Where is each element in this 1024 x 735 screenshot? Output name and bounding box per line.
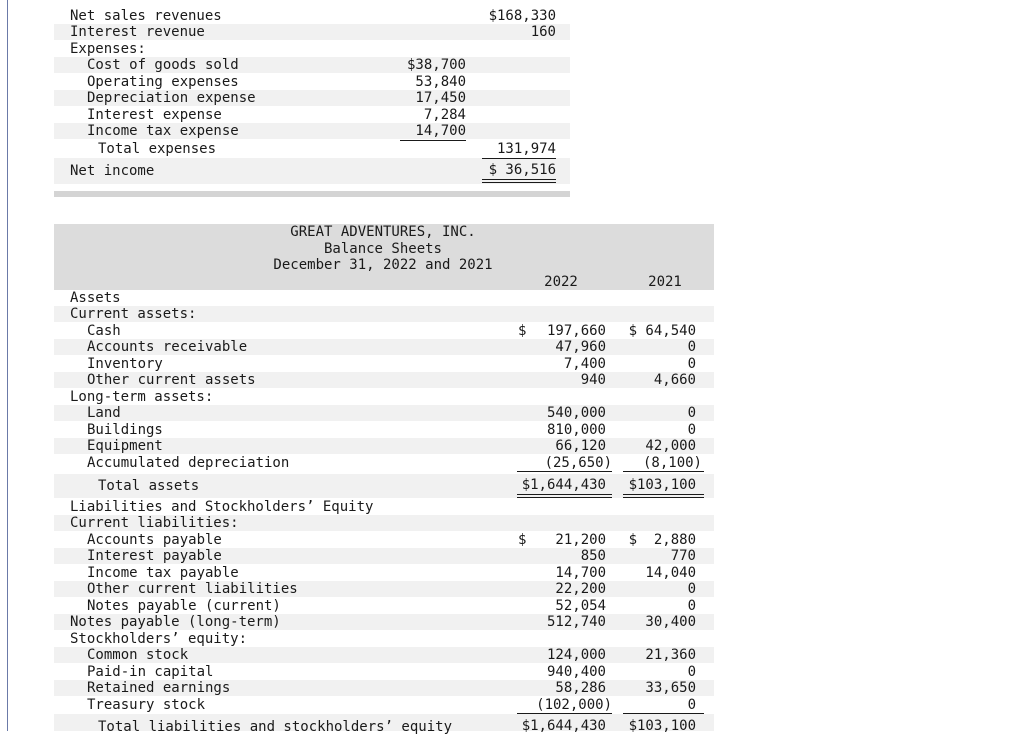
accumulated-depreciation-2022: (25,650) (544, 455, 612, 471)
other-current-assets-2022: 940 (580, 372, 606, 388)
inventory-label: Inventory (87, 356, 163, 372)
subtotal-rule (400, 140, 466, 141)
total-assets-2022: $1,644,430 (521, 477, 606, 493)
notes-payable-current-2022: 52,054 (555, 598, 606, 614)
income-tax-payable-2021: 14,040 (645, 565, 696, 581)
total-assets-double-rule-2022-bottom (517, 497, 612, 498)
ar-2021: 0 (687, 339, 696, 355)
statement-title: Balance Sheets (323, 241, 442, 257)
notes-payable-current-label: Notes payable (current) (87, 598, 281, 614)
cash-dollar-sign: $ (518, 323, 527, 339)
interest-expense-value: 7,284 (423, 107, 466, 123)
other-current-liabilities-2021: 0 (687, 581, 696, 597)
opex-value: 53,840 (415, 74, 466, 90)
depreciation-label: Depreciation expense (87, 90, 256, 106)
treasury-stock-label: Treasury stock (87, 697, 206, 713)
paid-in-capital-2022: 940,400 (546, 664, 606, 680)
net-income-value: $ 36,516 (488, 162, 556, 178)
interest-payable-2022: 850 (580, 548, 606, 564)
accounts-payable-2022: 21,200 (555, 532, 606, 548)
retained-earnings-2021: 33,650 (645, 680, 696, 696)
accounts-payable-dollar-sign: $ (518, 532, 527, 548)
depreciation-value: 17,450 (415, 90, 466, 106)
treasury-stock-2021: 0 (687, 697, 696, 713)
interest-revenue-label: Interest revenue (70, 24, 205, 40)
liabilities-equity-heading: Liabilities and Stockholders’ Equity (70, 499, 374, 515)
total-liabilities-equity-label: Total liabilities and stockholders’ equity (98, 719, 453, 735)
cogs-value: $38,700 (406, 57, 466, 73)
net-income-double-rule-top (482, 179, 556, 180)
current-liabilities-heading: Current liabilities: (70, 515, 239, 531)
left-border-line (7, 0, 8, 731)
total-assets-double-rule-2021-bottom (623, 497, 704, 498)
cash-2021: $ 64,540 (628, 323, 696, 339)
land-2021: 0 (687, 405, 696, 421)
total-expenses-value: 131,974 (496, 141, 556, 157)
interest-payable-label: Interest payable (87, 548, 222, 564)
treasury-stock-2022: (102,000) (536, 697, 612, 713)
other-current-liabilities-2022: 22,200 (555, 581, 606, 597)
land-label: Land (87, 405, 121, 421)
cogs-label: Cost of goods sold (87, 57, 239, 73)
total-assets-label: Total assets (98, 478, 200, 494)
long-term-assets-heading: Long-term assets: (70, 389, 214, 405)
accumulated-depreciation-label: Accumulated depreciation (87, 455, 290, 471)
inventory-2021: 0 (687, 356, 696, 372)
interest-payable-2021: 770 (670, 548, 696, 564)
assets-subtotal-rule-2021 (623, 471, 704, 472)
income-tax-label: Income tax expense (87, 123, 239, 139)
company-name: GREAT ADVENTURES, INC. (290, 224, 476, 240)
stockholders-equity-heading: Stockholders’ equity: (70, 631, 248, 647)
other-current-assets-2021: 4,660 (653, 372, 696, 388)
expenses-label: Expenses: (70, 41, 146, 57)
accumulated-depreciation-2021: (8,100) (642, 455, 702, 471)
buildings-label: Buildings (87, 422, 163, 438)
income-tax-value: 14,700 (415, 123, 466, 139)
column-header-2022: 2022 (544, 274, 578, 290)
opex-label: Operating expenses (87, 74, 239, 90)
common-stock-2021: 21,360 (645, 647, 696, 663)
income-tax-payable-label: Income tax payable (87, 565, 239, 581)
common-stock-2022: 124,000 (546, 647, 606, 663)
statement-date: December 31, 2022 and 2021 (273, 257, 493, 273)
net-income-label: Net income (70, 163, 155, 179)
equity-subtotal-rule-2021 (623, 713, 704, 714)
interest-expense-label: Interest expense (87, 107, 222, 123)
assets-subtotal-rule-2022 (517, 471, 612, 472)
other-current-assets-label: Other current assets (87, 372, 256, 388)
buildings-2021: 0 (687, 422, 696, 438)
notes-payable-long-term-2022: 512,740 (546, 614, 606, 630)
ar-label: Accounts receivable (87, 339, 248, 355)
retained-earnings-2022: 58,286 (555, 680, 606, 696)
total-expenses-label: Total expenses (98, 141, 217, 157)
notes-payable-long-term-2021: 30,400 (645, 614, 696, 630)
paid-in-capital-label: Paid-in capital (87, 664, 214, 680)
assets-heading: Assets (70, 290, 121, 306)
notes-payable-current-2021: 0 (687, 598, 696, 614)
total-assets-2021: $103,100 (628, 477, 696, 493)
total-assets-double-rule-2022-top (517, 494, 612, 495)
accounts-payable-2021: $ 2,880 (628, 532, 696, 548)
accounts-payable-label: Accounts payable (87, 532, 222, 548)
retained-earnings-label: Retained earnings (87, 680, 231, 696)
total-liabilities-equity-2022: $1,644,430 (521, 718, 606, 734)
notes-payable-long-term-label: Notes payable (long-term) (70, 614, 281, 630)
other-current-liabilities-label: Other current liabilities (87, 581, 298, 597)
total-assets-double-rule-2021-top (623, 494, 704, 495)
paid-in-capital-2021: 0 (687, 664, 696, 680)
cash-label: Cash (87, 323, 121, 339)
section-divider (54, 191, 570, 197)
total-liabilities-equity-2021: $103,100 (628, 718, 696, 734)
equipment-2021: 42,000 (645, 438, 696, 454)
column-header-2021: 2021 (648, 274, 682, 290)
land-2022: 540,000 (546, 405, 606, 421)
net-sales-label: Net sales revenues (70, 8, 222, 24)
interest-revenue-value: 160 (530, 24, 556, 40)
equipment-label: Equipment (87, 438, 163, 454)
inventory-2022: 7,400 (563, 356, 606, 372)
income-tax-payable-2022: 14,700 (555, 565, 606, 581)
common-stock-label: Common stock (87, 647, 189, 663)
cash-2022: 197,660 (546, 323, 606, 339)
buildings-2022: 810,000 (546, 422, 606, 438)
equipment-2022: 66,120 (555, 438, 606, 454)
total-rule (482, 158, 556, 159)
equity-subtotal-rule-2022 (517, 713, 612, 714)
net-sales-value: $168,330 (488, 8, 556, 24)
ar-2022: 47,960 (555, 339, 606, 355)
current-assets-heading: Current assets: (70, 306, 197, 322)
net-income-double-rule-bottom (482, 182, 556, 183)
